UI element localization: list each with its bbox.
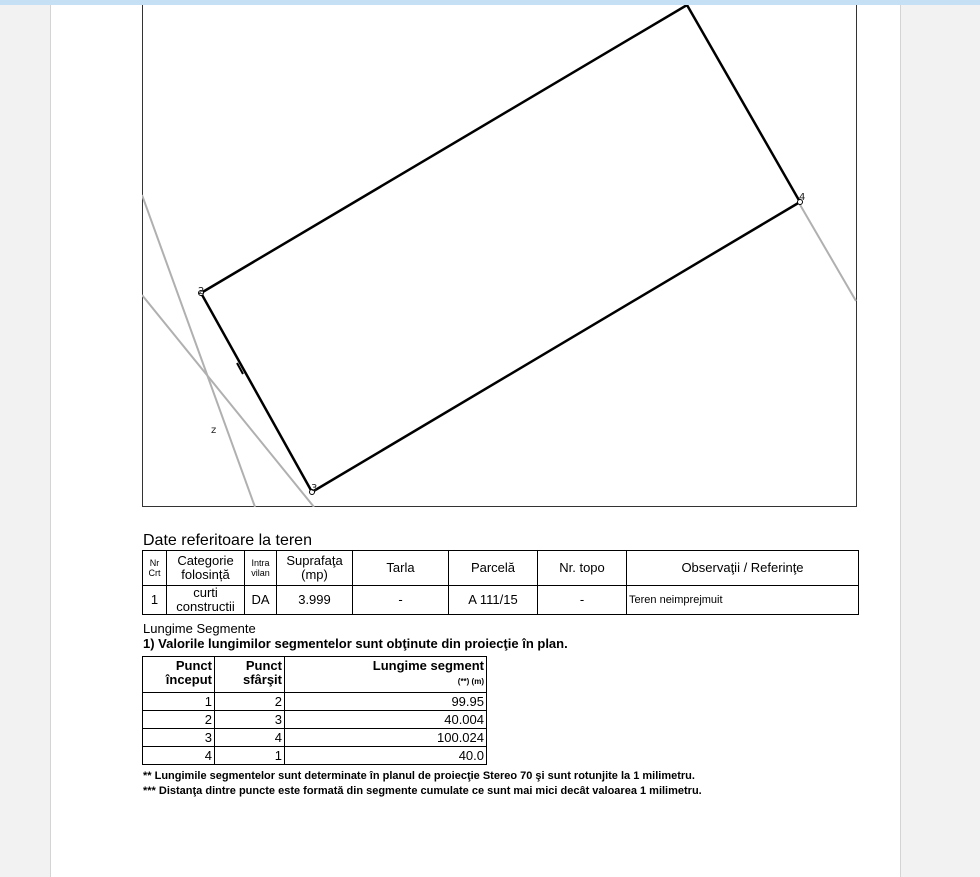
header-parcela: Parcelă — [449, 551, 538, 586]
cell-nr-topo: - — [538, 586, 627, 615]
header-suprafata-line2: (mp) — [301, 567, 328, 582]
vertex-4-label: 4 — [799, 192, 806, 203]
land-data-header-row — [143, 551, 859, 586]
header-start-line1: Punct — [175, 658, 212, 673]
table-row — [143, 693, 487, 711]
segments-table — [142, 656, 487, 765]
neighbor-boundary-line — [142, 195, 255, 507]
cell-length: 99.95 — [285, 693, 487, 711]
land-data-table — [142, 550, 859, 615]
cell-length: 100.024 — [285, 729, 487, 747]
cell-suprafata: 3.999 — [277, 586, 353, 615]
neighbor-boundary-line-east — [799, 203, 856, 301]
parcel-boundary — [201, 5, 800, 492]
segments-title: Lungime Segmente — [143, 621, 256, 636]
parcel-plan-svg — [142, 5, 857, 507]
cell-end: 2 — [215, 693, 285, 711]
cell-categorie — [167, 586, 245, 615]
header-intra-line1: Intra — [251, 558, 270, 568]
header-tarla: Tarla — [353, 551, 449, 586]
header-categorie-line1: Categorie — [177, 553, 234, 568]
vertex-2-label: 2 — [198, 286, 205, 297]
cell-end: 4 — [215, 729, 285, 747]
header-suprafata-line1: Suprafaţa — [286, 553, 343, 568]
segments-note: 1) Valorile lungimilor segmentelor sunt obţinute din proiecţie în plan. — [143, 636, 568, 651]
footnote-rounding: ** Lungimile segmentelor sunt determinate în planul de proiecţie Stereo 70 şi sunt rotunjite la 1 milimetru. — [143, 770, 695, 782]
table-row — [143, 729, 487, 747]
cell-start: 3 — [143, 729, 215, 747]
header-nr-topo: Nr. topo — [538, 551, 627, 586]
header-length-label: Lungime segment — [372, 658, 484, 673]
header-categorie — [167, 551, 245, 586]
header-nr-line1: Nr — [149, 558, 160, 568]
cell-end: 3 — [215, 711, 285, 729]
cell-length: 40.0 — [285, 747, 487, 765]
table-row — [143, 711, 487, 729]
cell-nr: 1 — [143, 586, 167, 615]
cell-start: 1 — [143, 693, 215, 711]
header-start-line2: început — [165, 672, 212, 687]
header-start-point — [143, 657, 215, 693]
cell-categorie-line2: constructii — [176, 599, 235, 614]
header-intravilan — [245, 551, 277, 586]
header-observatii: Observaţii / Referinţe — [627, 551, 859, 586]
header-nr-line2: Crt — [148, 568, 161, 578]
header-nr-crt — [143, 551, 167, 586]
vertex-3-label: 3 — [311, 483, 318, 494]
header-end-line1: Punct — [245, 658, 282, 673]
header-end-line2: sfârşit — [242, 672, 282, 687]
parcel-plan-drawing — [142, 5, 857, 507]
cell-end: 1 — [215, 747, 285, 765]
header-segment-length — [285, 657, 487, 693]
segments-header-row — [143, 657, 487, 693]
header-end-point — [215, 657, 285, 693]
cell-observatii: Teren neimprejmuit — [627, 586, 859, 615]
table-row — [143, 586, 859, 615]
header-intra-line2: vilan — [251, 568, 270, 578]
cell-parcela: A 111/15 — [449, 586, 538, 615]
cell-intravilan: DA — [245, 586, 277, 615]
header-categorie-line2: folosință — [181, 567, 230, 582]
cell-start: 4 — [143, 747, 215, 765]
road-boundary-line — [142, 295, 314, 507]
cell-tarla: - — [353, 586, 449, 615]
header-length-unit: (**) (m) — [457, 677, 484, 686]
land-data-title: Date referitoare la teren — [143, 532, 312, 549]
road-marker: z — [211, 425, 217, 436]
cell-start: 2 — [143, 711, 215, 729]
header-suprafata — [277, 551, 353, 586]
table-row — [143, 747, 487, 765]
footnote-cumulative: *** Distanţa dintre puncte este formată din segmente cumulate ce sunt mai mici decât valoarea 1 milimetru. — [143, 785, 702, 797]
cell-categorie-line1: curti — [193, 585, 218, 600]
cell-length: 40.004 — [285, 711, 487, 729]
